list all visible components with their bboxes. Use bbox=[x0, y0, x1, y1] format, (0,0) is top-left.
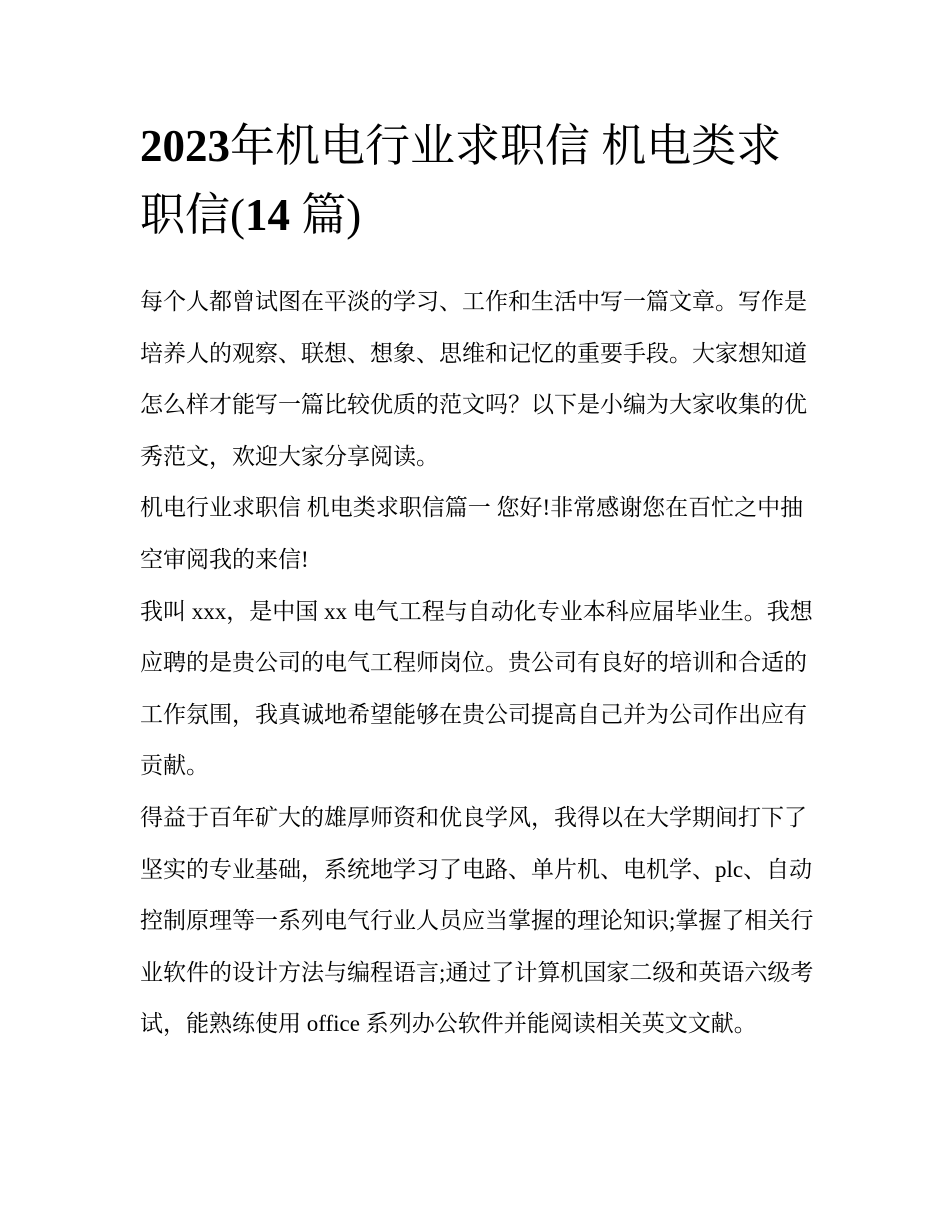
intro-paragraph: 每个人都曾试图在平淡的学习、工作和生活中写一篇文章。写作是培养人的观察、联想、想象、思维和记忆的重要手段。大家想知道怎么样才能写一篇比较优质的范文吗？以下是小编为大家收集的优秀范文，欢迎大家分享阅读。 bbox=[140, 289, 807, 469]
self-introduction-paragraph: 我叫 xxx，是中国 xx 电气工程与自动化专业本科应届毕业生。我想应聘的是贵公司的电气工程师岗位。贵公司有良好的培训和合适的工作氛围，我真诚地希望能够在贵公司提高自己并为公司作出应有贡献。 bbox=[140, 598, 813, 779]
title-suffix: 篇) bbox=[290, 190, 362, 240]
document-body bbox=[140, 276, 820, 1050]
greeting-paragraph: 机电行业求职信 机电类求职信篇一 您好!非常感谢您在百忙之中抽空审阅我的来信! bbox=[140, 495, 804, 572]
title-count: 14 bbox=[245, 190, 290, 240]
education-paragraph: 得益于百年矿大的雄厚师资和优良学风，我得以在大学期间打下了坚实的专业基础，系统地学习了电路、单片机、电机学、plc、自动控制原理等一系列电气行业人员应当掌握的理论知识;掌握了相关行业软件的设计方法与编程语言;通过了计算机国家二级和英语六级考试，能熟练使用 office 系列办公软件并能阅读相关英文文献。 bbox=[140, 804, 814, 1037]
title-text: 年机电行业求职信 机电类求职信( bbox=[140, 121, 782, 240]
title-year: 2023 bbox=[140, 121, 230, 171]
document-title bbox=[140, 112, 820, 250]
